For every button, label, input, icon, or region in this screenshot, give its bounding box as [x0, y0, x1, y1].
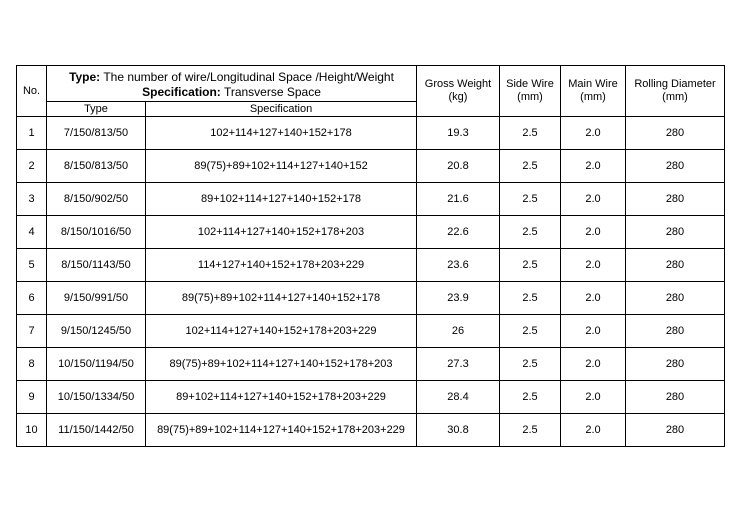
cell-spec: 89+102+114+127+140+152+178 — [146, 183, 417, 216]
header-rolling-diameter — [626, 66, 725, 117]
cell-rolling-diameter: 280 — [626, 150, 725, 183]
cell-main-wire: 2.0 — [561, 414, 626, 447]
cell-gross-weight: 19.3 — [417, 117, 500, 150]
cell-rolling-diameter: 280 — [626, 414, 725, 447]
cell-gross-weight: 23.9 — [417, 282, 500, 315]
cell-spec: 102+114+127+140+152+178+203+229 — [146, 315, 417, 348]
cell-side-wire: 2.5 — [500, 183, 561, 216]
cell-rolling-diameter: 280 — [626, 381, 725, 414]
cell-type: 8/150/1016/50 — [47, 216, 146, 249]
cell-rolling-diameter: 280 — [626, 348, 725, 381]
rolling-diameter-title: Rolling Diameter — [634, 78, 716, 90]
cell-type: 11/150/1442/50 — [47, 414, 146, 447]
cell-type: 8/150/1143/50 — [47, 249, 146, 282]
cell-spec: 89+102+114+127+140+152+178+203+229 — [146, 381, 417, 414]
table-row — [17, 183, 725, 216]
cell-no: 6 — [17, 282, 47, 315]
cell-spec: 89(75)+89+102+114+127+140+152+178+203+229 — [146, 414, 417, 447]
table-row — [17, 282, 725, 315]
cell-gross-weight: 22.6 — [417, 216, 500, 249]
cell-rolling-diameter: 280 — [626, 183, 725, 216]
cell-no: 8 — [17, 348, 47, 381]
cell-spec: 102+114+127+140+152+178 — [146, 117, 417, 150]
cell-gross-weight: 27.3 — [417, 348, 500, 381]
cell-no: 1 — [17, 117, 47, 150]
cell-type: 7/150/813/50 — [47, 117, 146, 150]
header-side-wire — [500, 66, 561, 117]
cell-type: 8/150/813/50 — [47, 150, 146, 183]
header-row — [17, 66, 725, 102]
cell-main-wire: 2.0 — [561, 315, 626, 348]
side-wire-unit: (mm) — [517, 91, 543, 103]
cell-spec: 89(75)+89+102+114+127+140+152+178 — [146, 282, 417, 315]
header-specification: Specification — [146, 102, 417, 117]
cell-side-wire: 2.5 — [500, 117, 561, 150]
cell-no: 5 — [17, 249, 47, 282]
header-title — [47, 66, 417, 102]
side-wire-title: Side Wire — [506, 78, 554, 90]
cell-side-wire: 2.5 — [500, 249, 561, 282]
table-body — [17, 117, 725, 447]
cell-spec: 89(75)+89+102+114+127+140+152 — [146, 150, 417, 183]
cell-type: 9/150/1245/50 — [47, 315, 146, 348]
header-no — [17, 66, 47, 117]
table-row — [17, 348, 725, 381]
cell-type: 9/150/991/50 — [47, 282, 146, 315]
cell-gross-weight: 30.8 — [417, 414, 500, 447]
cell-side-wire: 2.5 — [500, 282, 561, 315]
table-row — [17, 381, 725, 414]
cell-side-wire: 2.5 — [500, 381, 561, 414]
type-text: The number of wire/Longitudinal Space /Height/Weight — [103, 70, 394, 84]
table-row — [17, 414, 725, 447]
cell-gross-weight: 26 — [417, 315, 500, 348]
cell-gross-weight: 21.6 — [417, 183, 500, 216]
cell-side-wire: 2.5 — [500, 216, 561, 249]
cell-spec: 102+114+127+140+152+178+203 — [146, 216, 417, 249]
cell-type: 10/150/1334/50 — [47, 381, 146, 414]
cell-rolling-diameter: 280 — [626, 282, 725, 315]
cell-no: 3 — [17, 183, 47, 216]
cell-gross-weight: 28.4 — [417, 381, 500, 414]
cell-rolling-diameter: 280 — [626, 315, 725, 348]
cell-rolling-diameter: 280 — [626, 117, 725, 150]
cell-no: 7 — [17, 315, 47, 348]
cell-type: 10/150/1194/50 — [47, 348, 146, 381]
cell-side-wire: 2.5 — [500, 150, 561, 183]
spec-label: Specification: — [142, 85, 221, 99]
cell-gross-weight: 20.8 — [417, 150, 500, 183]
cell-no: 10 — [17, 414, 47, 447]
main-wire-title: Main Wire — [568, 78, 618, 90]
cell-main-wire: 2.0 — [561, 117, 626, 150]
cell-no: 4 — [17, 216, 47, 249]
header-spec-line — [47, 85, 416, 100]
header-type-line — [47, 70, 416, 85]
type-label: Type: — [69, 70, 101, 84]
cell-rolling-diameter: 280 — [626, 249, 725, 282]
cell-no: 2 — [17, 150, 47, 183]
cell-spec: 89(75)+89+102+114+127+140+152+178+203 — [146, 348, 417, 381]
main-wire-unit: (mm) — [580, 91, 606, 103]
cell-main-wire: 2.0 — [561, 216, 626, 249]
gross-weight-unit: (kg) — [448, 91, 468, 103]
cell-main-wire: 2.0 — [561, 150, 626, 183]
table-row — [17, 216, 725, 249]
specification-table — [16, 65, 725, 447]
cell-main-wire: 2.0 — [561, 348, 626, 381]
cell-gross-weight: 23.6 — [417, 249, 500, 282]
cell-side-wire: 2.5 — [500, 315, 561, 348]
header-no-label: No. — [22, 84, 41, 97]
cell-spec: 114+127+140+152+178+203+229 — [146, 249, 417, 282]
table-row — [17, 315, 725, 348]
cell-type: 8/150/902/50 — [47, 183, 146, 216]
gross-weight-title: Gross Weight — [424, 78, 492, 90]
cell-main-wire: 2.0 — [561, 282, 626, 315]
cell-side-wire: 2.5 — [500, 348, 561, 381]
cell-side-wire: 2.5 — [500, 414, 561, 447]
table-row — [17, 150, 725, 183]
cell-main-wire: 2.0 — [561, 249, 626, 282]
cell-main-wire: 2.0 — [561, 183, 626, 216]
header-gross-weight — [417, 66, 500, 117]
header-main-wire — [561, 66, 626, 117]
table-row — [17, 249, 725, 282]
cell-rolling-diameter: 280 — [626, 216, 725, 249]
rolling-diameter-unit: (mm) — [662, 91, 688, 103]
header-type: Type — [47, 102, 146, 117]
spec-text: Transverse Space — [223, 85, 321, 99]
cell-main-wire: 2.0 — [561, 381, 626, 414]
cell-no: 9 — [17, 381, 47, 414]
table-row — [17, 117, 725, 150]
